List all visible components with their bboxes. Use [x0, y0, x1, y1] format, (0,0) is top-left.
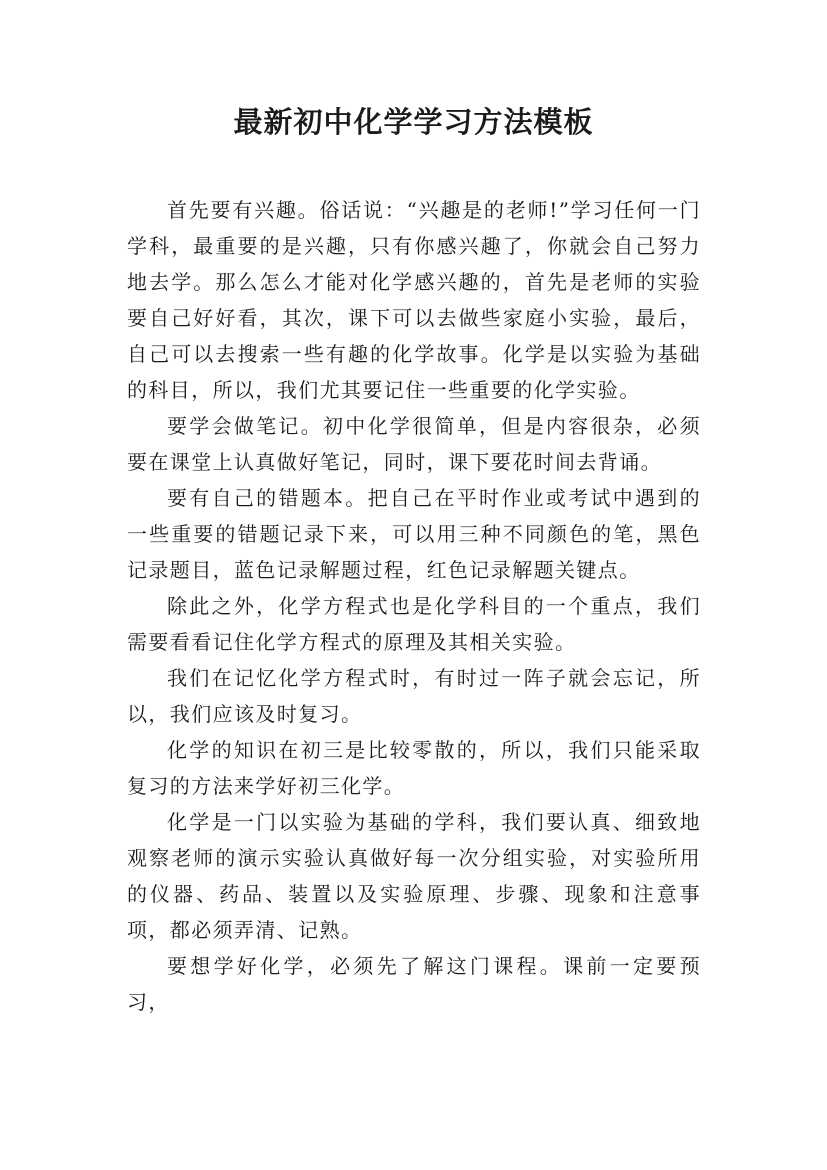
- document-body: [127, 192, 701, 1020]
- paragraph-equations: 除此之外，化学方程式也是化学科目的一个重点，我们需要看看记住化学方程式的原理及其相关实验。: [127, 594, 701, 654]
- document-title: 最新初中化学学习方法模板: [233, 105, 594, 139]
- paragraph-scattered-knowledge: 化学的知识在初三是比较零散的，所以，我们只能采取复习的方法来学好初三化学。: [127, 738, 701, 798]
- paragraph-interest: 首先要有兴趣。俗话说：“兴趣是的老师!”学习任何一门学科，最重要的是兴趣，只有你感兴趣了，你就会自己努力地去学。那么怎么才能对化学感兴趣的，首先是老师的实验要自己好好看，其次，课下可以去做些家庭小实验，最后，自己可以去搜索一些有趣的化学故事。化学是以实验为基础的科目，所以，我们尤其要记住一些重要的化学实验。: [127, 198, 701, 402]
- paragraph-notes: 要学会做笔记。初中化学很简单，但是内容很杂，必须要在课堂上认真做好笔记，同时，课下要花时间去背诵。: [127, 414, 701, 474]
- paragraph-preview: 要想学好化学，必须先了解这门课程。课前一定要预习，: [127, 954, 701, 1014]
- paragraph-experiments: 化学是一门以实验为基础的学科，我们要认真、细致地观察老师的演示实验认真做好每一次分组实验，对实验所用的仪器、药品、装置以及实验原理、步骤、现象和注意事项，都必须弄清、记熟。: [127, 810, 701, 942]
- paragraph-review: 我们在记忆化学方程式时，有时过一阵子就会忘记，所以，我们应该及时复习。: [127, 666, 701, 726]
- paragraph-error-book: 要有自己的错题本。把自己在平时作业或考试中遇到的一些重要的错题记录下来，可以用三种不同颜色的笔，黑色记录题目，蓝色记录解题过程，红色记录解题关键点。: [127, 486, 701, 582]
